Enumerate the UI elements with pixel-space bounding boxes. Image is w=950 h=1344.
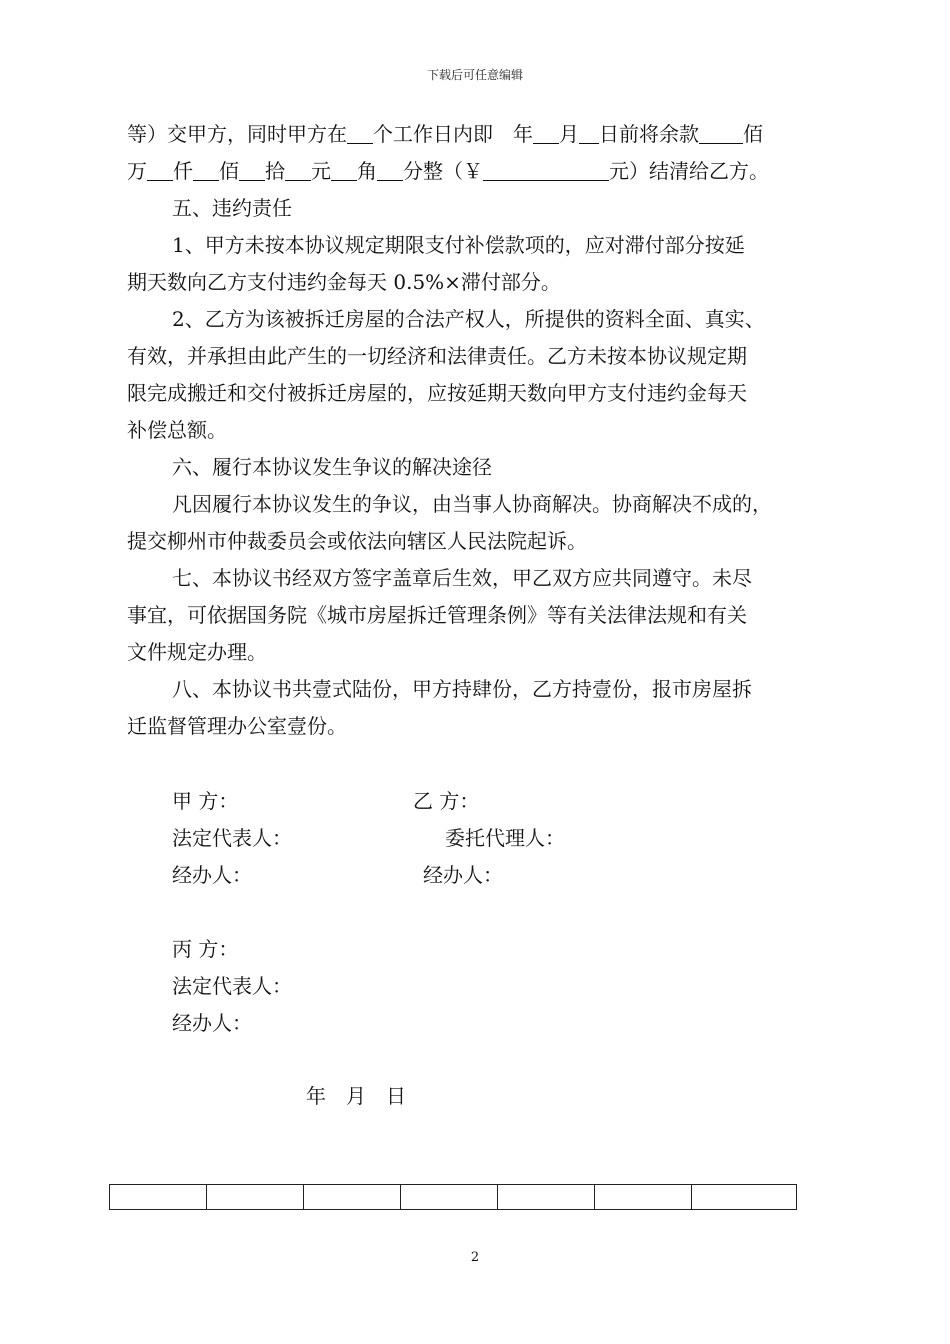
date-line: 年 月 日	[306, 1084, 406, 1108]
paragraph-line: 迁监督管理办公室壹份。	[127, 714, 347, 738]
paragraph-line: 2、乙方为该被拆迁房屋的合法产权人，所提供的资料全面、真实、	[172, 307, 765, 331]
blank-field	[147, 158, 173, 181]
payment-line-1	[127, 116, 837, 153]
paragraph-line: 八、本协议书共壹式陆份，甲方持肆份，乙方持壹份，报市房屋拆	[172, 677, 752, 701]
paragraph-line: 期天数向乙方支付违约金每天 0.5%×滞付部分。	[127, 270, 561, 294]
blank-field	[193, 158, 219, 181]
table-cell	[304, 1185, 401, 1210]
party-c-label: 丙 方：	[172, 937, 239, 961]
item-8	[127, 671, 837, 745]
table-cell	[692, 1185, 797, 1210]
table-cell	[498, 1185, 595, 1210]
text-segment: 角	[357, 159, 377, 183]
item-7	[127, 560, 837, 671]
text-segment: 元	[311, 159, 331, 183]
table-cell	[401, 1185, 498, 1210]
payment-paragraph	[127, 116, 837, 190]
legal-rep-a-label: 法定代表人：	[172, 826, 292, 850]
item-5-2	[127, 301, 837, 449]
blank-field	[331, 158, 357, 181]
paragraph-line: 文件规定办理。	[127, 640, 267, 664]
paragraph-line: 1、甲方未按本协议规定期限支付补偿款项的，应对滞付部分按延	[172, 233, 745, 257]
page-number: 2	[470, 1250, 480, 1265]
paragraph-line: 七、本协议书经双方签字盖章后生效，甲乙双方应共同遵守。未尽	[172, 566, 752, 590]
legal-rep-c-label: 法定代表人：	[172, 974, 292, 998]
blank-field	[699, 121, 743, 144]
amount-blank-field	[483, 158, 609, 181]
footer-table	[109, 1184, 797, 1210]
text-segment: 等）交甲方，同时甲方在	[127, 122, 347, 146]
text-segment: 个工作日内即 年	[373, 122, 533, 146]
table-row	[110, 1185, 797, 1210]
text-segment: 佰	[219, 159, 239, 183]
section-title-text: 五、违约责任	[172, 196, 292, 220]
handler-a-label: 经办人：	[172, 863, 252, 887]
table-cell	[110, 1185, 207, 1210]
handler-b-label: 经办人：	[423, 863, 503, 887]
item-6	[127, 486, 837, 560]
text-segment: 日前将余款	[599, 122, 699, 146]
paragraph-line: 限完成搬迁和交付被拆迁房屋的，应按延期天数向甲方支付违约金每天	[127, 381, 747, 405]
table-cell	[595, 1185, 692, 1210]
section-6-title	[127, 449, 837, 486]
paragraph-line: 补偿总额。	[127, 418, 227, 442]
blank-field	[239, 158, 265, 181]
text-segment: 分整（￥	[403, 159, 483, 183]
blank-field	[377, 158, 403, 181]
handler-c-label: 经办人：	[172, 1011, 252, 1035]
text-segment: 月	[559, 122, 579, 146]
blank-field	[533, 121, 559, 144]
section-title-text: 六、履行本协议发生争议的解决途径	[172, 455, 492, 479]
blank-field	[347, 121, 373, 144]
party-a-label: 甲 方：	[172, 789, 239, 813]
table-cell	[207, 1185, 304, 1210]
item-5-1	[127, 227, 837, 301]
paragraph-line: 提交柳州市仲裁委员会或依法向辖区人民法院起诉。	[127, 529, 587, 553]
paragraph-line: 有效，并承担由此产生的一切经济和法律责任。乙方未按本协议规定期	[127, 344, 747, 368]
section-5-title	[127, 190, 837, 227]
text-segment: 元）结清给乙方。	[609, 159, 769, 183]
blank-field	[285, 158, 311, 181]
page-header: 下载后可任意编辑	[426, 68, 523, 82]
agent-b-label: 委托代理人：	[445, 826, 565, 850]
text-segment: 拾	[265, 159, 285, 183]
payment-line-2	[127, 153, 837, 190]
party-b-label: 乙 方：	[413, 789, 480, 813]
text-segment: 万	[127, 159, 147, 183]
text-segment: 仟	[173, 159, 193, 183]
blank-field	[579, 121, 599, 144]
paragraph-line: 事宜，可依据国务院《城市房屋拆迁管理条例》等有关法律法规和有关	[127, 603, 747, 627]
paragraph-line: 凡因履行本协议发生的争议，由当事人协商解决。协商解决不成的，	[172, 492, 772, 516]
text-segment: 佰	[743, 122, 763, 146]
